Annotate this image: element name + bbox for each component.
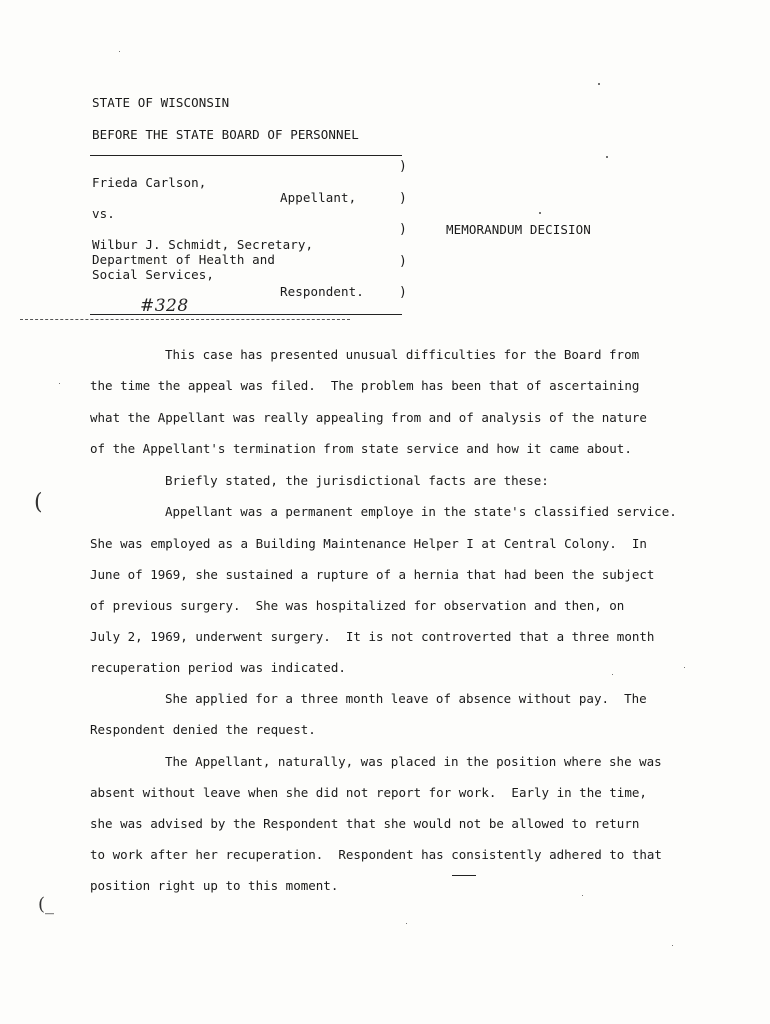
body-line: absent without leave when she did not report for work. Early in the time, [90,785,647,800]
body-line: The Appellant, naturally, was placed in the position where she was [165,754,662,769]
margin-bracket-mark: ( [34,490,43,515]
scan-speck [684,667,685,668]
body-line: Respondent denied the request. [90,722,316,737]
body-line: the time the appeal was filed. The problem has been that of ascertaining [90,378,640,393]
body-line: of previous surgery. She was hospitalized for observation and then, on [90,598,625,613]
document-title: MEMORANDUM DECISION [446,222,591,237]
caption-bottom-rule [90,314,402,315]
respondent-department: Department of Health and [92,252,276,267]
caption-top-rule [90,155,402,156]
body-line: June of 1969, she sustained a rupture of a hernia that had been the subject [90,567,655,582]
body-line: July 2, 1969, underwent surgery. It is not controverted that a three month [90,629,655,644]
body-line: what the Appellant was really appealing from and of analysis of the nature [90,410,647,425]
board-heading: BEFORE THE STATE BOARD OF PERSONNEL [92,127,359,142]
scan-speck [598,83,600,85]
body-line: This case has presented unusual difficulties for the Board from [165,347,640,362]
scan-artifact-rule [20,319,350,320]
caption-paren-4: ) [399,254,407,269]
scan-speck [606,156,608,158]
stray-dash-mark [452,875,476,876]
caption-paren-5: ) [399,285,407,300]
appellant-role: Appellant, [280,190,357,205]
respondent-role: Respondent. [280,284,364,299]
scan-speck [672,945,673,946]
caption-paren-3: ) [399,222,407,237]
scan-speck [612,674,613,675]
body-line: She applied for a three month leave of absence without pay. The [165,691,647,706]
scan-speck [406,923,407,924]
body-line: position right up to this moment. [90,878,339,893]
scan-speck [582,895,583,896]
handwritten-case-number: #328 [140,296,189,316]
body-line: Appellant was a permanent employe in the state's classified service. [165,504,677,519]
body-line: of the Appellant's termination from state service and how it came about. [90,441,632,456]
scan-speck [539,212,541,214]
margin-bracket-mark: (_ [38,894,55,915]
appellant-name: Frieda Carlson, [92,175,207,190]
caption-paren-2: ) [399,191,407,206]
respondent-department-cont: Social Services, [92,267,215,282]
body-line: Briefly stated, the jurisdictional facts are these: [165,473,549,488]
body-line: recuperation period was indicated. [90,660,346,675]
respondent-name: Wilbur J. Schmidt, Secretary, [92,237,314,252]
caption-paren-1: ) [399,159,407,174]
body-line: she was advised by the Respondent that she would not be allowed to return [90,816,640,831]
versus-label: vs. [92,206,115,221]
scan-speck [59,383,60,384]
state-heading: STATE OF WISCONSIN [92,95,230,110]
body-line: to work after her recuperation. Respondent has consistently adhered to that [90,847,662,862]
body-line: She was employed as a Building Maintenance Helper I at Central Colony. In [90,536,647,551]
scan-speck [119,51,120,52]
